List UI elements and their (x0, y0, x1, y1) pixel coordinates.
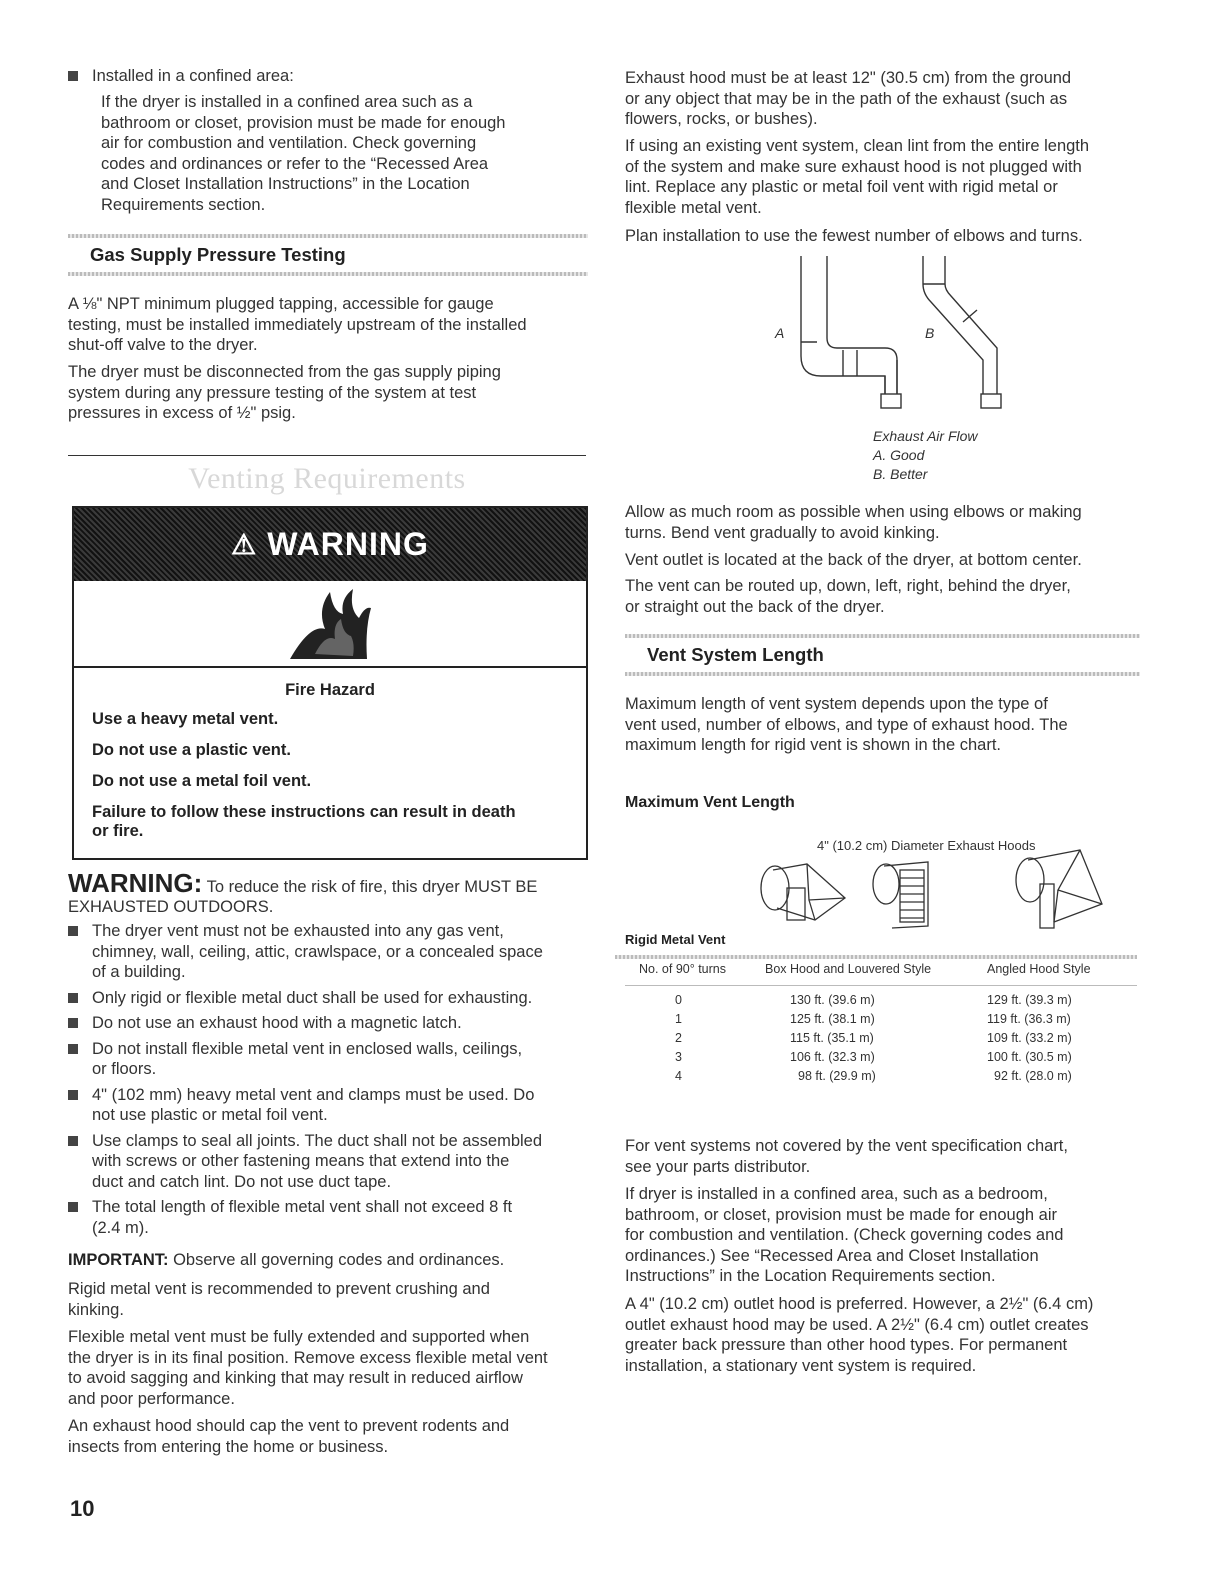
text-line: Do not use an exhaust hood with a magnetic latch. (92, 1014, 462, 1032)
table-top-rule (615, 955, 1137, 959)
text-line: maximum length for rigid vent is shown in the chart. (625, 736, 1001, 754)
warning-label: WARNING: (68, 868, 203, 898)
list-item (68, 1131, 598, 1193)
warning-banner-text: WARNING (267, 526, 429, 562)
fire-hazard-icon (285, 584, 375, 664)
text-line: Instructions” in the Location Requirements section. (625, 1267, 996, 1285)
warning-line: Failure to follow these instructions can result in death (92, 803, 516, 821)
gas-supply-heading (68, 234, 588, 276)
text-line: for combustion and ventilation. (Check governing codes and (625, 1226, 1064, 1244)
text-line: If dryer is installed in a confined area, such as a bedroom, (625, 1185, 1048, 1203)
table-cell: 3 (675, 1050, 682, 1064)
confined-area-bullet (68, 66, 612, 87)
text-line: The dryer vent must not be exhausted into any gas vent, (92, 922, 504, 940)
text-line: turns. Bend vent gradually to avoid kinking. (625, 523, 940, 542)
vent-system-length-heading (625, 634, 1140, 676)
text-line: or floors. (92, 1060, 157, 1078)
fire-icon-area (74, 581, 586, 668)
text-line: flowers, rocks, or bushes). (625, 110, 818, 128)
text-line: The vent can be routed up, down, left, right, behind the dryer, (625, 577, 1071, 595)
table-cell: 130 ft. (39.6 m) (790, 993, 875, 1007)
outlet-hood-paragraph (625, 1294, 1140, 1376)
exhaust-hood-paragraph (625, 68, 1140, 130)
table-cell: 115 ft. (35.1 m) (790, 1031, 874, 1045)
diagram-label-b: B (925, 325, 935, 341)
text-line: An exhaust hood should cap the vent to prevent rodents and (68, 1417, 510, 1435)
table-cell: 4 (675, 1069, 682, 1083)
text-line: kinking. (68, 1300, 124, 1319)
text-line: shut-off valve to the dryer. (68, 336, 258, 354)
rigid-paragraph (68, 1279, 598, 1320)
table-cell: 98 ft. (29.9 m) (798, 1069, 876, 1083)
list-item (68, 1085, 598, 1126)
important-text: Observe all governing codes and ordinances. (168, 1251, 505, 1269)
table-cell: 106 ft. (32.3 m) (790, 1050, 875, 1064)
text-line: installation, a stationary vent system is required. (625, 1356, 977, 1375)
text-line: bathroom, or closet, provision must be made for enough air (625, 1205, 1057, 1224)
table-cell: 2 (675, 1031, 682, 1045)
confined-area-paragraph (625, 1184, 1140, 1287)
text-line: Allow as much room as possible when using elbows or making (625, 503, 1082, 521)
caption-title: Exhaust Air Flow (873, 428, 978, 444)
vent-outlet-text: Vent outlet is located at the back of the dryer, at bottom center. (625, 551, 1082, 569)
warning-line: Use a heavy metal vent. (92, 710, 279, 728)
text-line: flexible metal vent. (625, 198, 762, 217)
section-title: Vent System Length (647, 644, 824, 665)
text-line: lint. Replace any plastic or metal foil vent with rigid metal or (625, 178, 1058, 196)
warning-body (74, 681, 586, 841)
text-line: If the dryer is installed in a confined area such as a (101, 93, 473, 111)
bullet-square-icon (68, 993, 78, 1003)
text-line: testing, must be installed immediately upstream of the installed (68, 315, 527, 334)
hood-caption: 4" (10.2 cm) Diameter Exhaust Hoods (817, 838, 1036, 853)
table-cell: 109 ft. (33.2 m) (987, 1031, 1072, 1045)
text-line: of the system and make sure exhaust hood is not plugged with (625, 157, 1082, 176)
heading-rule (68, 272, 588, 276)
important-label: IMPORTANT: (68, 1251, 169, 1269)
text-line: The dryer must be disconnected from the gas supply piping (68, 363, 501, 381)
text-line: duct and catch lint. Do not use duct tape. (92, 1172, 392, 1191)
text-line: or straight out the back of the dryer. (625, 597, 885, 616)
caption-line: B. Better (873, 466, 928, 482)
bullet-square-icon (68, 1202, 78, 1212)
venting-requirements-title: Venting Requirements (188, 462, 466, 495)
warning-text: EXHAUSTED OUTDOORS. (68, 898, 274, 916)
warning-box (72, 506, 588, 860)
warning-line: Do not use a metal foil vent. (92, 772, 312, 790)
text-line: Use clamps to seal all joints. The duct shall not be assembled (92, 1131, 543, 1150)
bullet-square-icon (68, 1090, 78, 1100)
page-number: 10 (70, 1496, 95, 1521)
text-line: Do not install flexible metal vent in enclosed walls, ceilings, (92, 1039, 523, 1058)
text-line: or any object that may be in the path of the exhaust (such as (625, 89, 1068, 108)
text-line: to avoid sagging and kinking that may result in reduced airflow (68, 1369, 523, 1387)
table-cell: 119 ft. (36.3 m) (987, 1012, 1071, 1026)
warning-statement (68, 868, 598, 917)
text-line: If using an existing vent system, clean lint from the entire length (625, 137, 1090, 155)
text-line: see your parts distributor. (625, 1157, 811, 1176)
list-item (68, 921, 598, 983)
table-header-angled-hood: Angled Hood Style (987, 962, 1091, 976)
text-line: Maximum length of vent system depends upon the type of (625, 695, 1048, 713)
text-line: Flexible metal vent must be fully extended and supported when (68, 1328, 530, 1346)
important-note (68, 1250, 598, 1271)
text-line: and Closet Installation Instructions” in the Location (101, 175, 470, 193)
text-line: the dryer is in its final position. Remove excess flexible metal vent (68, 1348, 548, 1367)
louvered-hood-icon (870, 856, 950, 936)
text-line: 4" (102 mm) heavy metal vent and clamps must be used. Do (92, 1085, 535, 1104)
hood-paragraph (68, 1416, 598, 1457)
warning-triangle-icon: ⚠ (231, 529, 258, 560)
text-line: bathroom or closet, provision must be made for enough (101, 113, 506, 132)
fire-hazard-label: Fire Hazard (285, 681, 375, 699)
table-cell: 1 (675, 1012, 682, 1026)
text-line: system during any pressure testing of the system at test (68, 383, 477, 402)
bullet-square-icon (68, 1136, 78, 1146)
text-line: air for combustion and ventilation. Check governing (101, 134, 477, 152)
rigid-metal-vent-label: Rigid Metal Vent (625, 932, 726, 947)
vent-routing-diagram (765, 256, 1015, 426)
gas-paragraph-2 (68, 362, 588, 424)
text-line: Only rigid or flexible metal duct shall be used for exhausting. (92, 988, 533, 1007)
table-cell: 125 ft. (38.1 m) (790, 1012, 875, 1026)
text-line: pressures in excess of ½" psig. (68, 404, 296, 422)
text-line: chimney, wall, ceiling, attic, crawlspace, or a concealed space (92, 942, 543, 961)
confined-area-text (101, 92, 601, 215)
list-item (68, 1013, 598, 1034)
warning-text: To reduce the risk of fire, this dryer MUST BE (202, 878, 538, 896)
text-line: greater back pressure than other hood types. For permanent (625, 1336, 1068, 1354)
bullet-square-icon (68, 1018, 78, 1028)
text-line: The total length of flexible metal vent shall not exceed 8 ft (92, 1198, 513, 1216)
caption-line: A. Good (873, 447, 925, 463)
text-line: A ⅛" NPT minimum plugged tapping, accessible for gauge (68, 295, 494, 313)
section-title: Gas Supply Pressure Testing (90, 244, 346, 265)
diagram-label-a: A (775, 325, 785, 341)
text-line: of a building. (92, 963, 186, 981)
diagram-caption (873, 427, 978, 484)
text-line: vent used, number of elbows, and type of exhaust hood. The (625, 715, 1068, 734)
list-item (68, 1039, 598, 1080)
text-line: with screws or other fastening means that extend into the (92, 1152, 510, 1170)
text-line: For vent systems not covered by the vent specification chart, (625, 1137, 1068, 1155)
warning-banner (74, 508, 586, 581)
box-hood-icon (755, 858, 865, 938)
flexible-paragraph (68, 1327, 598, 1409)
section-divider (68, 455, 586, 456)
text-line: A 4" (10.2 cm) outlet hood is preferred. However, a 2½" (6.4 cm) (625, 1295, 1094, 1313)
bullet-square-icon (68, 926, 78, 936)
text-line: not use plastic or metal foil vent. (92, 1106, 328, 1124)
not-covered-paragraph (625, 1136, 1140, 1177)
bullet-square-icon (68, 71, 78, 81)
venting-bullet-list (68, 921, 598, 1243)
warning-line: or fire. (92, 822, 144, 840)
text-line: ordinances.) See “Recessed Area and Closet Installation (625, 1246, 1039, 1265)
max-length-paragraph (625, 694, 1140, 756)
table-cell: 92 ft. (28.0 m) (994, 1069, 1072, 1083)
text-line: and poor performance. (68, 1389, 235, 1408)
heading-rule (625, 672, 1140, 676)
gas-paragraph-1 (68, 294, 588, 356)
text-line: insects from entering the home or business. (68, 1437, 389, 1456)
vent-routing-paragraph (625, 576, 1140, 617)
table-header-turns: No. of 90° turns (639, 962, 726, 976)
confined-area-label: Installed in a confined area: (92, 67, 294, 85)
table-header-rule (625, 985, 1137, 986)
angled-hood-icon (1010, 846, 1120, 936)
list-item (68, 1197, 598, 1238)
text-line: codes and ordinances or refer to the “Recessed Area (101, 154, 489, 173)
text-line: Requirements section. (101, 195, 266, 214)
plan-installation-text: Plan installation to use the fewest number of elbows and turns. (625, 227, 1083, 245)
text-line: outlet exhaust hood may be used. A 2½" (6.4 cm) outlet creates (625, 1315, 1089, 1334)
text-line: Rigid metal vent is recommended to prevent crushing and (68, 1280, 490, 1298)
bullet-square-icon (68, 1044, 78, 1054)
existing-vent-paragraph (625, 136, 1140, 218)
list-item (68, 988, 598, 1009)
table-cell: 0 (675, 993, 682, 1007)
table-header-box-hood: Box Hood and Louvered Style (765, 962, 932, 976)
text-line: Exhaust hood must be at least 12" (30.5 cm) from the ground (625, 69, 1072, 87)
table-cell: 129 ft. (39.3 m) (987, 993, 1072, 1007)
table-cell: 100 ft. (30.5 m) (987, 1050, 1072, 1064)
chart-heading: Maximum Vent Length (625, 794, 795, 811)
text-line: (2.4 m). (92, 1218, 149, 1237)
warning-line: Do not use a plastic vent. (92, 741, 291, 759)
elbows-paragraph (625, 502, 1140, 543)
